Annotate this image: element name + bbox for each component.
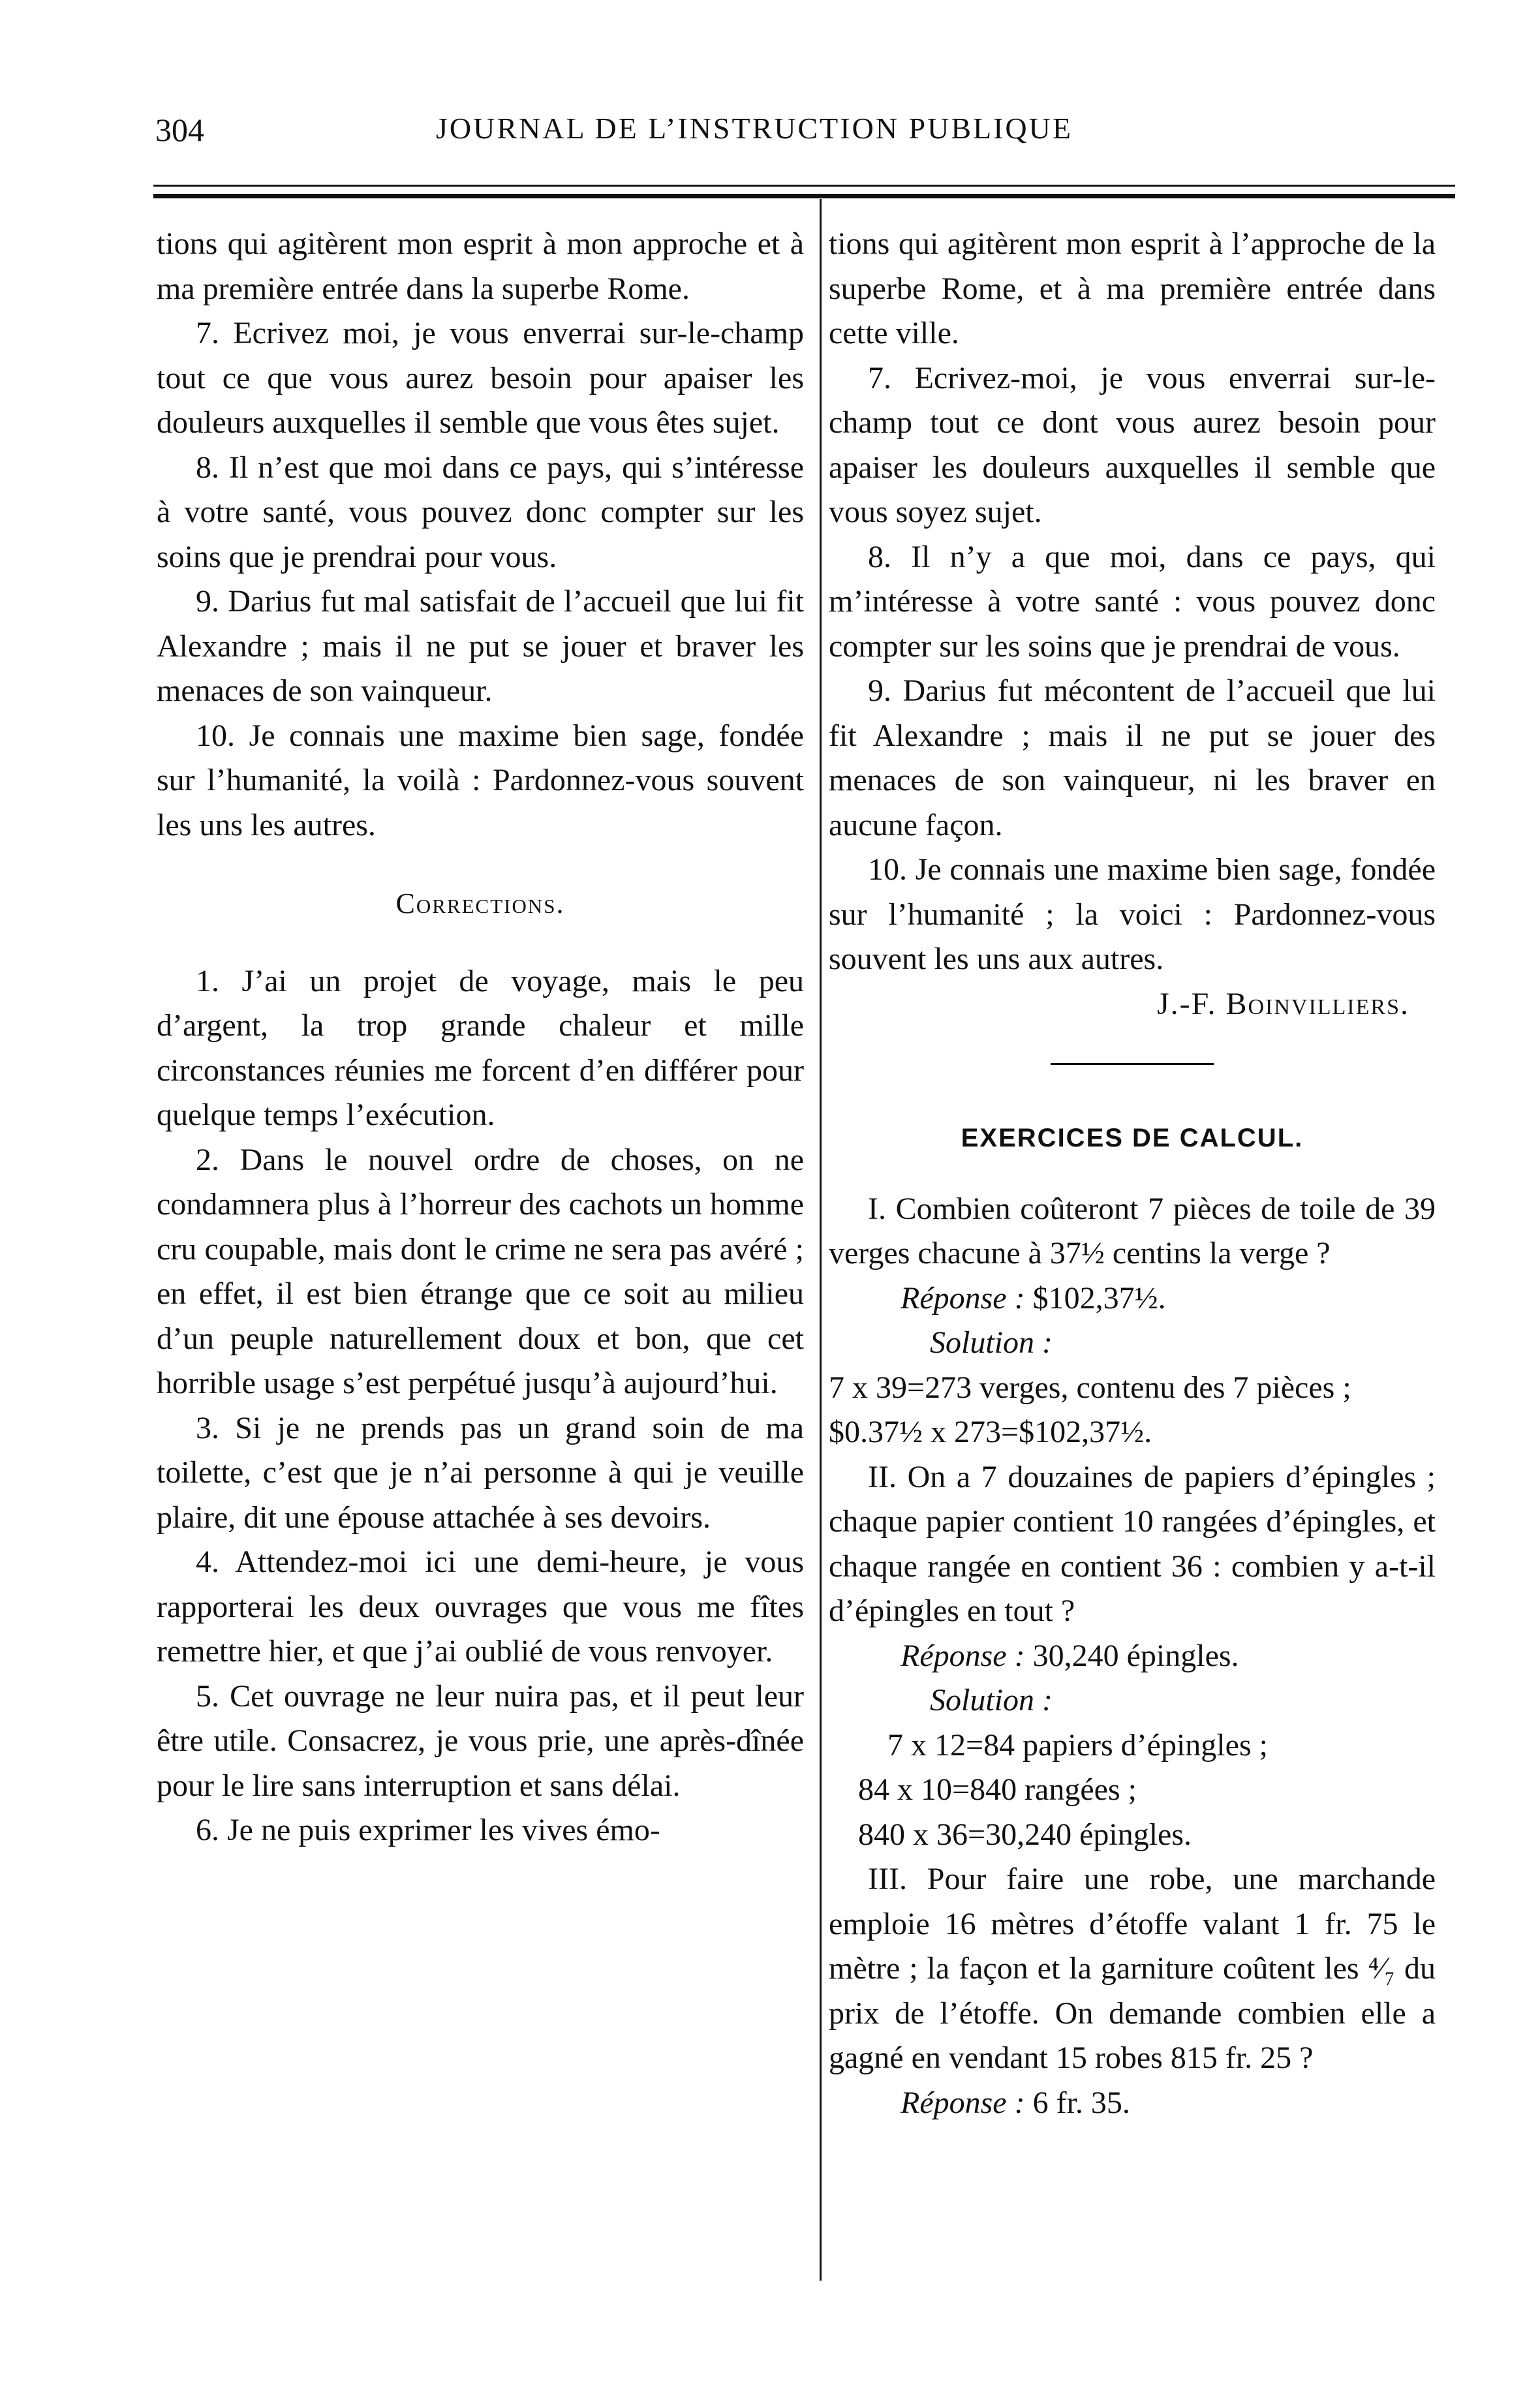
left-paragraph-10: 10. Je connais une maxime bien sage, fondée sur l’humanité, la voilà : Pardonnez-vous souvent les uns les autres. <box>157 718 804 842</box>
exercise-1: I. Combien coûteront 7 pièces de toile de 39 verges chacune à 37½ centins la verge ? <box>829 1191 1436 1270</box>
exercise-1-solution-line-2: $0.37½ x 273=$102,37½. <box>829 1415 1152 1449</box>
correction-2: 2. Dans le nouvel ordre de choses, on ne condamnera plus à l’horreur des cachots un homme cru coupable, mais dont le crime ne sera pas avéré ; en effet, il est bien étrange que ce soit au milieu d’un peuple naturellement doux et bon, que cet horrible usage s’est perpétué jusqu’à aujourd’hui. <box>157 1142 804 1400</box>
correction-1: 1. J’ai un projet de voyage, mais le peu d’argent, la trop grande chaleur et mille circonstances réunies me forcent d’en différer pour quelque temps l’exécution. <box>157 963 804 1132</box>
exercise-1-solution-label: Solution : <box>930 1325 1053 1360</box>
correction-5: 5. Cet ouvrage ne leur nuira pas, et il peut leur être utile. Consacrez, je vous prie, une après-dînée pour le lire sans interruption et sans délai. <box>157 1678 804 1803</box>
exercise-2: II. On a 7 douzaines de papiers d’épingles ; chaque papier contient 10 rangées d’épingles, et chaque rangée en contient 36 : combien y a-t-il d’épingles en tout ? <box>829 1459 1436 1628</box>
header-rule-thick <box>153 194 1455 198</box>
answer-value: 30,240 épingles. <box>1032 1638 1239 1673</box>
section-divider <box>1051 1063 1214 1065</box>
right-paragraph-9: 9. Darius fut mécontent de l’accueil que lui fit Alexandre ; mais il ne put se jouer des menaces de son vainqueur, ni les braver en aucune façon. <box>829 673 1436 842</box>
answer-label: Réponse : <box>901 1280 1025 1316</box>
column-divider <box>820 199 822 2281</box>
exercise-2-solution-label: Solution : <box>930 1683 1053 1717</box>
journal-title: JOURNAL DE L’INSTRUCTION PUBLIQUE <box>436 112 1073 145</box>
page-header <box>155 111 1460 163</box>
exercise-2-solution-line-3: 840 x 36=30,240 épingles. <box>858 1817 1192 1852</box>
right-paragraph-10: 10. Je connais une maxime bien sage, fondée sur l’humanité ; la voici : Pardonnez-vous souvent les uns aux autres. <box>829 852 1436 976</box>
left-paragraph-7: 7. Ecrivez moi, je vous enverrai sur-le-champ tout ce que vous aurez besoin pour apaiser les douleurs auxquelles il semble que vous êtes sujet. <box>157 316 804 440</box>
exercise-3: III. Pour faire une robe, une marchande emploie 16 mètres d’étoffe valant 1 fr. 75 le mètre ; la façon et la garniture coûtent les ⁴⁄₇ du prix de l’étoffe. On demande combien elle a gagné en vendant 15 robes 815 fr. 25 ? <box>829 1862 1436 2075</box>
correction-6-start: 6. Je ne puis exprimer les vives émo- <box>196 1813 660 1847</box>
answer-value: 6 fr. 35. <box>1032 2085 1130 2120</box>
answer-label: Réponse : <box>901 1638 1025 1673</box>
left-paragraph-9: 9. Darius fut mal satisfait de l’accueil que lui fit Alexandre ; mais il ne put se jouer et braver les menaces de son vainqueur. <box>157 584 804 708</box>
corrections-heading: Corrections. <box>395 887 565 919</box>
answer-label: Réponse : <box>901 2085 1025 2120</box>
exercise-3-answer <box>829 2081 1436 2126</box>
header-rule-thin <box>153 185 1455 187</box>
calc-heading: EXERCICES DE CALCUL. <box>961 1124 1304 1152</box>
left-paragraph-8: 8. Il n’est que moi dans ce pays, qui s’intéresse à votre santé, vous pouvez donc compter sur les soins que je prendrai pour vous. <box>157 450 804 574</box>
left-column <box>157 222 804 1853</box>
exercise-2-solution-line-2: 84 x 10=840 rangées ; <box>858 1772 1137 1807</box>
exercise-2-solution-line-1: 7 x 12=84 papiers d’épingles ; <box>887 1727 1268 1763</box>
left-paragraph-6-continued: tions qui agitèrent mon esprit à mon approche et à ma première entrée dans la superbe Rome. <box>157 226 804 306</box>
right-paragraph-6-continued: tions qui agitèrent mon esprit à l’approche de la superbe Rome, et à ma première entrée dans cette ville. <box>829 226 1436 350</box>
signature: J.-F. Boinvilliers. <box>1156 986 1409 1021</box>
right-column <box>829 222 1436 2125</box>
exercise-1-solution-line-1: 7 x 39=273 verges, contenu des 7 pièces ; <box>829 1370 1351 1405</box>
exercise-1-answer <box>829 1276 1436 1321</box>
correction-3: 3. Si je ne prends pas un grand soin de ma toilette, c’est que je n’ai personne à qui je veuille plaire, dit une épouse attachée à ses devoirs. <box>157 1410 804 1535</box>
answer-value: $102,37½. <box>1032 1280 1166 1316</box>
correction-4: 4. Attendez-moi ici une demi-heure, je vous rapporterai les deux ouvrages que vous me fîtes remettre hier, et que j’ai oublié de vous renvoyer. <box>157 1545 804 1669</box>
page-number: 304 <box>155 112 204 148</box>
right-paragraph-7: 7. Ecrivez-moi, je vous enverrai sur-le-champ tout ce dont vous aurez besoin pour apaiser les douleurs auxquelles il semble que vous soyez sujet. <box>829 360 1436 529</box>
exercise-2-answer <box>829 1634 1436 1679</box>
right-paragraph-8: 8. Il n’y a que moi, dans ce pays, qui m’intéresse à votre santé : vous pouvez donc compter sur les soins que je prendrai de vous. <box>829 539 1436 664</box>
